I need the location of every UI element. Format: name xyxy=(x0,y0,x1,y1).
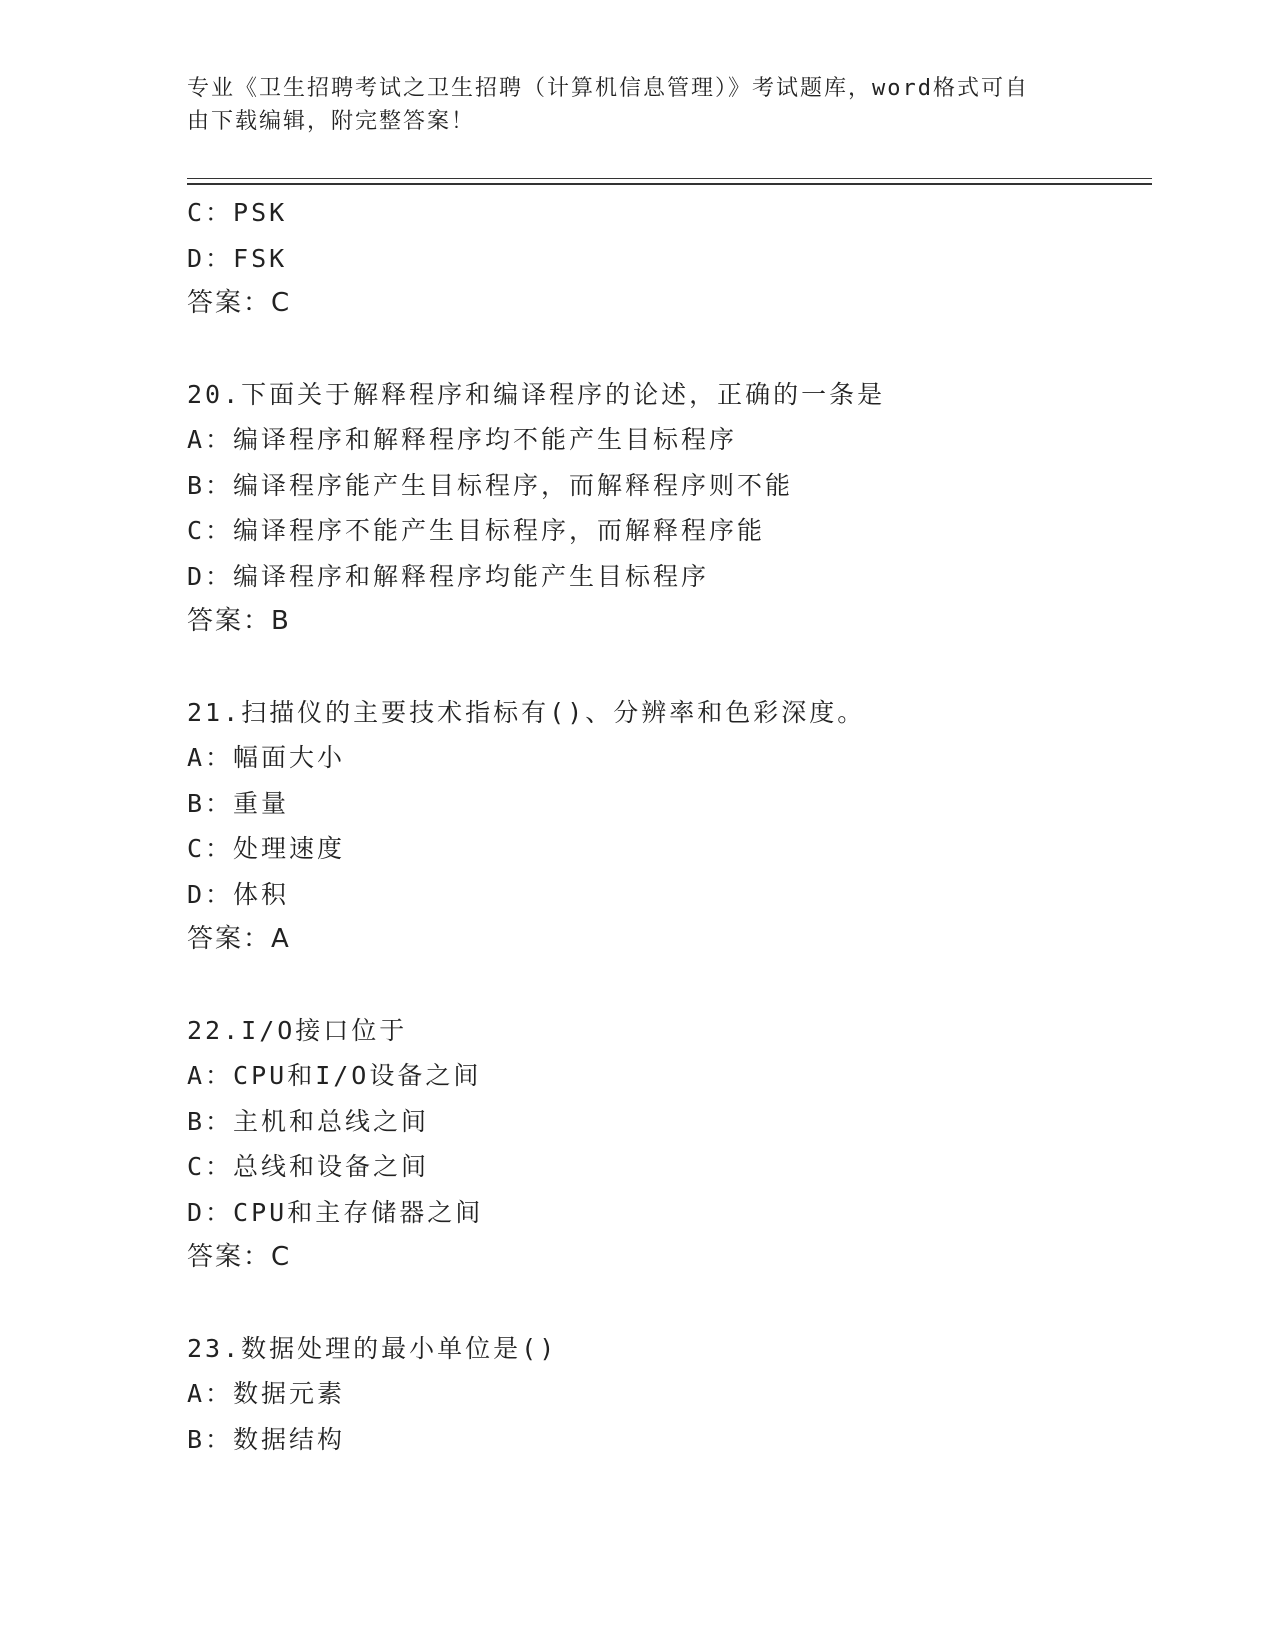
q22-option-a: A：CPU和I/O设备之间 xyxy=(187,1061,482,1090)
q20-question: 20.下面关于解释程序和编译程序的论述，正确的一条是 xyxy=(187,379,886,409)
header-line-1: 专业《卫生招聘考试之卫生招聘（计算机信息管理）》考试题库，word格式可自 xyxy=(187,76,1029,101)
q21-option-a: A：幅面大小 xyxy=(187,743,346,772)
q19-option-d: D：FSK xyxy=(187,243,288,273)
header-divider-top xyxy=(187,178,1152,179)
q19-option-c: C：PSK xyxy=(187,198,288,227)
q23-option-a: A：数据元素 xyxy=(187,1379,346,1408)
question-spacer xyxy=(187,963,1147,1008)
q22-option-d: D：CPU和主存储器之间 xyxy=(187,1197,484,1227)
q19-answer: 答案：C xyxy=(187,288,292,318)
q22-option-b: B：主机和总线之间 xyxy=(187,1106,430,1136)
q21-question: 21.扫描仪的主要技术指标有()、分辨率和色彩深度。 xyxy=(187,697,866,727)
q22-answer: 答案：C xyxy=(187,1242,292,1272)
document-header xyxy=(187,72,1067,138)
question-spacer xyxy=(187,1281,1147,1326)
q20-option-d: D：编译程序和解释程序均能产生目标程序 xyxy=(187,561,710,591)
question-list xyxy=(187,190,1147,1462)
q20-option-a: A：编译程序和解释程序均不能产生目标程序 xyxy=(187,425,738,454)
q21-option-c: C：处理速度 xyxy=(187,834,346,863)
q20-option-c: C：编译程序不能产生目标程序，而解释程序能 xyxy=(187,516,766,545)
q23-option-b: B：数据结构 xyxy=(187,1424,346,1454)
question-spacer xyxy=(187,645,1147,690)
header-line-2: 由下载编辑，附完整答案！ xyxy=(187,109,476,134)
question-spacer xyxy=(187,327,1147,372)
header-divider-bottom xyxy=(187,183,1152,185)
q21-option-b: B：重量 xyxy=(187,788,290,818)
q23-question: 23.数据处理的最小单位是() xyxy=(187,1333,558,1363)
q21-option-d: D：体积 xyxy=(187,879,290,909)
q21-answer: 答案：A xyxy=(187,924,291,954)
q20-option-b: B：编译程序能产生目标程序，而解释程序则不能 xyxy=(187,470,794,500)
q20-answer: 答案：B xyxy=(187,606,291,636)
q22-option-c: C：总线和设备之间 xyxy=(187,1152,430,1181)
q22-question: 22.I/O接口位于 xyxy=(187,1015,408,1045)
